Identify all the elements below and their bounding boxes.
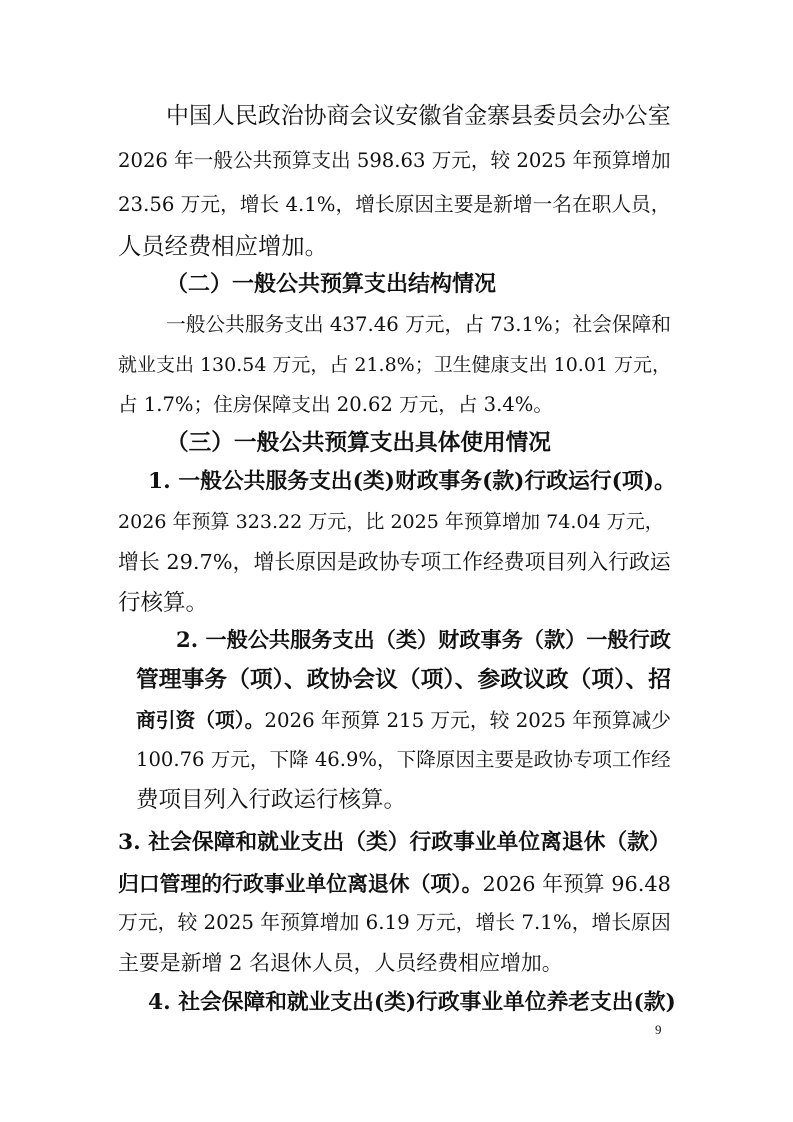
- body-text: 占 1.7%；住房保障支出 20.62 万元，占 3.4%。: [118, 393, 553, 416]
- text-line: [118, 192, 670, 218]
- text-line: [166, 103, 671, 129]
- body-text: 万元，较 2025 年预算增加 6.19 万元，增长 7.1%，增长原因: [118, 911, 671, 934]
- body-text: 主要是新增 2 名退休人员，人员经费相应增加。: [118, 951, 563, 975]
- text-line: [118, 830, 671, 856]
- body-text: 费项目列入行政运行核算。: [136, 787, 407, 813]
- text-line: [118, 950, 563, 976]
- body-text: 2026 年一般公共预算支出 598.63 万元，较 2025 年预算增加: [118, 149, 671, 172]
- body-text: 100.76 万元，下降 46.9%，下降原因主要是政协专项工作经: [136, 748, 671, 771]
- heading-text: 商引资（项）。: [136, 708, 265, 732]
- text-line: [118, 392, 553, 418]
- page-number: 9: [655, 1022, 662, 1037]
- body-text: 2026 年预算 215 万元，较 2025 年预算减少: [264, 709, 672, 732]
- text-line: [136, 667, 671, 693]
- text-line: [118, 148, 671, 174]
- text-line: [118, 549, 671, 575]
- text-line: [166, 312, 671, 338]
- text-line: [118, 352, 671, 378]
- text-line: [118, 233, 328, 259]
- text-line: [118, 871, 671, 897]
- heading-text: （二）一般公共预算支出结构情况: [166, 271, 497, 297]
- text-line: [166, 271, 496, 298]
- body-text: 增长 29.7%，增长原因是政协专项工作经费项目列入行政运: [118, 550, 671, 574]
- heading-text: 1. 一般公共服务支出(类)财政事务(款)行政运行(项)。: [148, 469, 676, 494]
- text-line: [148, 990, 676, 1016]
- body-text: 人员经费相应增加。: [118, 232, 328, 260]
- heading-text: 3. 社会保障和就业支出（类）行政事业单位离退休（款）: [118, 830, 671, 855]
- heading-text: 4. 社会保障和就业支出(类)行政事业单位养老支出(款): [148, 990, 676, 1015]
- body-text: 一般公共服务支出 437.46 万元，占 73.1%；社会保障和: [166, 313, 671, 336]
- text-line: [176, 627, 671, 653]
- body-text: 中国人民政治协商会议安徽省金寨县委员会办公室: [166, 103, 671, 129]
- body-text: 23.56 万元，增长 4.1%，增长原因主要是新增一名在职人员，: [118, 193, 671, 216]
- text-line: [118, 590, 208, 616]
- text-line: [118, 509, 664, 535]
- text-line: [148, 469, 676, 495]
- text-line: [166, 430, 551, 456]
- body-text: 行核算。: [118, 590, 209, 616]
- heading-text: 管理事务（项）、政协会议（项）、参政议政（项）、招: [136, 667, 671, 693]
- body-text: 2026 年预算 96.48: [482, 872, 671, 896]
- text-line: [136, 747, 671, 773]
- text-line: [136, 707, 671, 734]
- body-text: 2026 年预算 323.22 万元，比 2025 年预算增加 74.04 万元，: [118, 511, 664, 533]
- heading-text: 归口管理的行政事业单位离退休（项）。: [118, 871, 483, 896]
- text-line: [136, 787, 406, 813]
- text-line: [118, 910, 671, 936]
- heading-text: （三）一般公共预算支出具体使用情况: [166, 430, 551, 456]
- body-text: 就业支出 130.54 万元，占 21.8%；卫生健康支出 10.01 万元，: [118, 354, 671, 376]
- heading-text: 2. 一般公共服务支出（类）财政事务（款）一般行政: [176, 627, 671, 652]
